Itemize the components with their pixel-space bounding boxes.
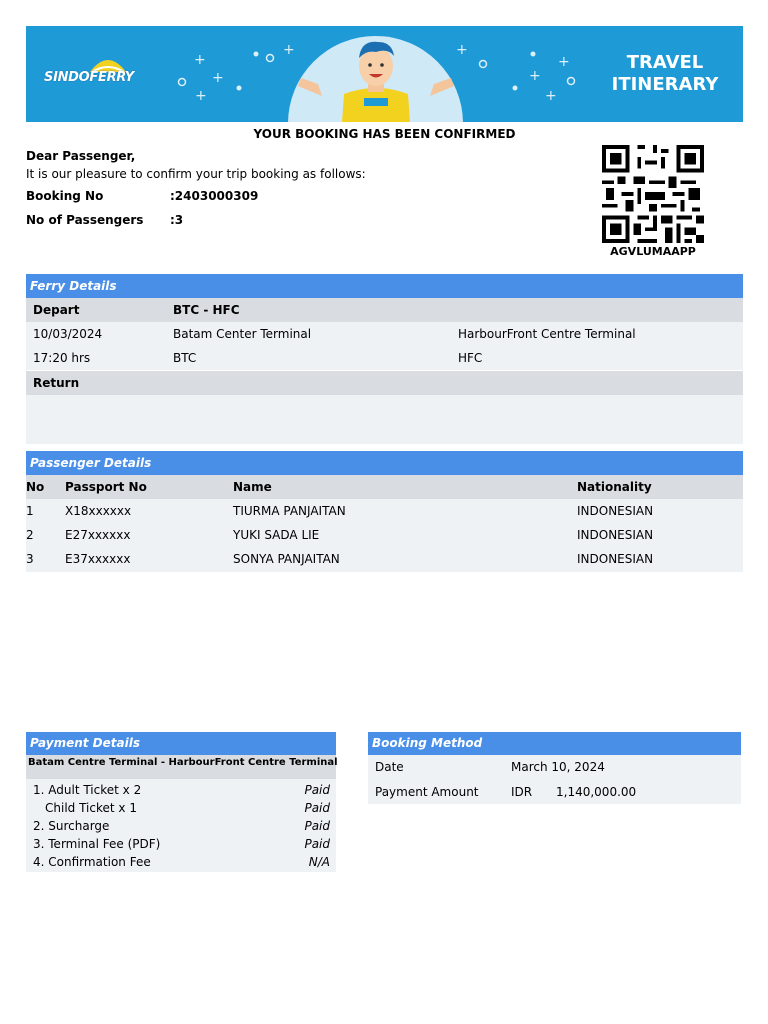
intro-text: It is our pleasure to confirm your trip booking as follows: — [26, 167, 366, 181]
passenger-name: TIURMA PANJAITAN — [233, 504, 346, 518]
booking-no-value: :2403000309 — [170, 189, 259, 203]
passenger-no: 1 — [26, 504, 34, 518]
col-no: No — [26, 480, 45, 494]
list-item — [26, 817, 336, 835]
payment-item-label: 4. Confirmation Fee — [33, 855, 151, 869]
col-passport: Passport No — [65, 480, 147, 494]
depart-time: 17:20 hrs — [33, 351, 91, 365]
passenger-nationality: INDONESIAN — [577, 528, 654, 542]
passengers-value: :3 — [170, 213, 184, 227]
passenger-name: SONYA PANJAITAN — [233, 552, 340, 566]
svg-text:+: + — [529, 68, 541, 84]
svg-text:+: + — [545, 88, 557, 104]
depart-date: 10/03/2024 — [33, 327, 103, 341]
ferry-return-row — [26, 371, 743, 395]
col-name: Name — [233, 480, 272, 494]
payment-item-label: 3. Terminal Fee (PDF) — [33, 837, 161, 851]
passenger-passport: E37xxxxxx — [65, 552, 131, 566]
passenger-table-header — [26, 475, 743, 499]
svg-text:+: + — [456, 42, 468, 58]
sindoferry-logo — [44, 54, 134, 94]
qr-code-icon — [601, 145, 705, 243]
payment-item-label: Child Ticket x 1 — [45, 801, 137, 815]
passengers-label: No of Passengers — [26, 213, 144, 227]
passenger-table-body — [26, 499, 743, 572]
payment-item-status: N/A — [308, 855, 330, 869]
method-date-label: Date — [375, 760, 404, 774]
list-item — [26, 781, 336, 799]
passenger-nationality: INDONESIAN — [577, 552, 654, 566]
payment-route: Batam Centre Terminal - HarbourFront Centre Terminal — [28, 757, 338, 768]
list-item — [26, 853, 336, 871]
booking-method-header: Booking Method — [368, 732, 741, 755]
col-nationality: Nationality — [577, 480, 652, 494]
passenger-passport: X18xxxxxx — [65, 504, 132, 518]
header-banner — [26, 26, 743, 122]
list-item — [26, 835, 336, 853]
passenger-nationality: INDONESIAN — [577, 504, 654, 518]
title-line-2: ITINERARY — [611, 74, 719, 95]
method-date-value: March 10, 2024 — [511, 760, 605, 774]
payment-currency: IDR — [511, 785, 533, 799]
qr-code-text: AGVLUMAAPP — [610, 245, 696, 258]
payment-amount-value: 1,140,000.00 — [556, 785, 637, 799]
ferry-trip-rows — [26, 322, 743, 370]
ferry-depart-row — [26, 298, 743, 322]
payment-route-row — [26, 755, 336, 779]
to-terminal: HarbourFront Centre Terminal — [458, 327, 636, 341]
payment-details-header: Payment Details — [26, 732, 336, 755]
passenger-no: 3 — [26, 552, 34, 566]
passenger-details-header: Passenger Details — [26, 451, 743, 475]
booking-method-body — [368, 755, 741, 804]
payment-item-status: Paid — [304, 837, 330, 851]
payment-item-status: Paid — [304, 801, 330, 815]
svg-text:+: + — [195, 88, 207, 104]
svg-text:+: + — [558, 54, 570, 70]
passenger-passport: E27xxxxxx — [65, 528, 131, 542]
return-empty-row — [26, 395, 743, 444]
svg-text:+: + — [283, 42, 295, 58]
table-row — [26, 547, 743, 571]
title-line-1: TRAVEL — [626, 52, 704, 73]
payment-item-label: 1. Adult Ticket x 2 — [33, 783, 142, 797]
to-code: HFC — [458, 351, 483, 365]
passenger-name: YUKI SADA LIE — [233, 528, 320, 542]
return-label: Return — [33, 376, 80, 390]
passenger-no: 2 — [26, 528, 34, 542]
payment-item-status: Paid — [304, 783, 330, 797]
svg-text:+: + — [212, 70, 224, 86]
payment-items — [26, 779, 336, 872]
list-item — [26, 799, 336, 817]
ferry-details-header: Ferry Details — [26, 274, 743, 298]
depart-label: Depart — [33, 303, 80, 317]
from-code: BTC — [173, 351, 197, 365]
logo-text: SINDOFERRY — [44, 70, 134, 85]
svg-text:+: + — [194, 52, 206, 68]
payment-item-label: 2. Surcharge — [33, 819, 110, 833]
confirmation-title: YOUR BOOKING HAS BEEN CONFIRMED — [253, 127, 516, 141]
payment-item-status: Paid — [304, 819, 330, 833]
from-terminal: Batam Center Terminal — [173, 327, 312, 341]
greeting: Dear Passenger, — [26, 149, 136, 163]
mascot-illustration — [298, 42, 454, 122]
itinerary-title — [605, 52, 725, 96]
route-code: BTC - HFC — [173, 303, 240, 317]
booking-no-label: Booking No — [26, 189, 104, 203]
table-row — [26, 523, 743, 547]
payment-amount-label: Payment Amount — [375, 785, 479, 799]
table-row — [26, 499, 743, 523]
